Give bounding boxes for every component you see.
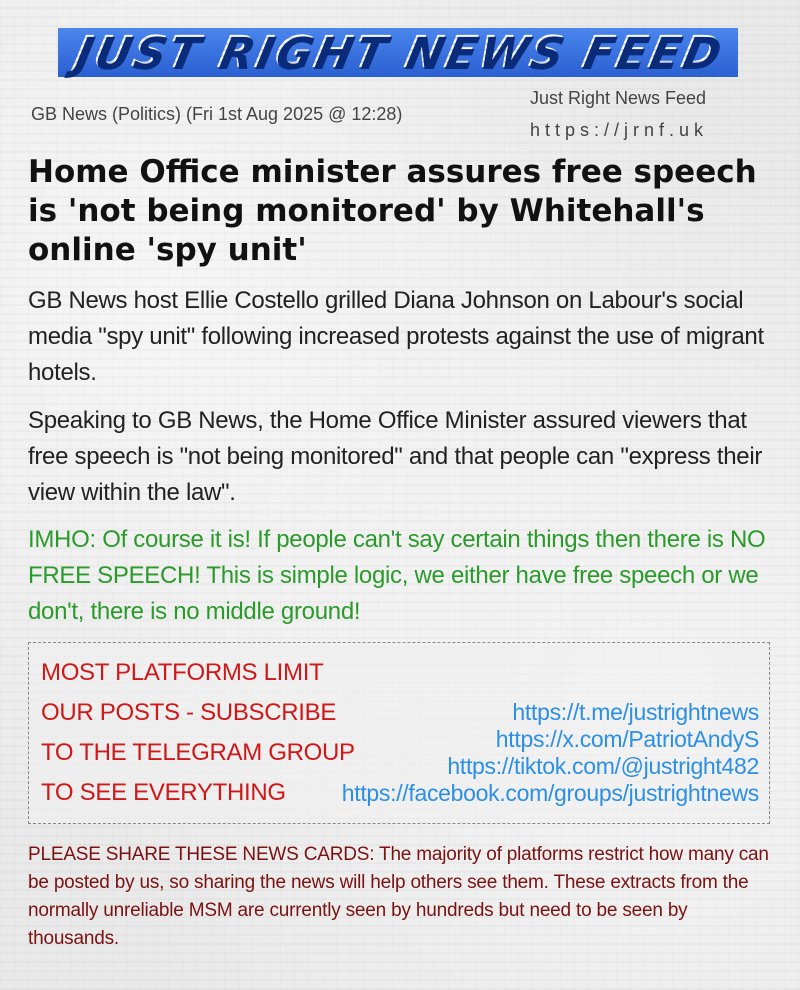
facebook-link[interactable]: https://facebook.com/groups/justrightnews <box>341 780 759 806</box>
tiktok-link[interactable]: https://tiktok.com/@justright482 <box>447 753 759 779</box>
article-paragraph: GB News host Ellie Costello grilled Diana Johnson on Labour's social media "spy unit" following increased protests against the use of migrant hotels. <box>28 287 764 386</box>
subscribe-promo-box <box>28 642 770 824</box>
site-banner <box>58 28 738 77</box>
article-headline: Home Office minister assures free speech is 'not being monitored' by Whitehall's online 'spy unit' <box>28 154 757 268</box>
brand-name: Just Right News Feed <box>530 88 707 108</box>
promo-line: TO THE TELEGRAM GROUP <box>41 739 355 766</box>
promo-line: TO SEE EVERYTHING <box>41 779 286 806</box>
telegram-link[interactable]: https://t.me/justrightnews <box>512 699 759 725</box>
article-source: GB News (Politics) (Fri 1st Aug 2025 @ 12:28) <box>31 104 403 124</box>
share-notice: PLEASE SHARE THESE NEWS CARDS: The majority of platforms restrict how many can be posted by us, so sharing the news will help others see them. These extracts from the normally unreliable MSM are currently seen by hundreds but need to be seen by thousands. <box>28 844 769 949</box>
opinion-paragraph: IMHO: Of course it is! If people can't say certain things then there is NO FREE SPEECH! This is simple logic, we either have free speech or we don't, there is no middle ground! <box>28 526 766 625</box>
social-links <box>342 699 759 807</box>
article-paragraph: Speaking to GB News, the Home Office Minister assured viewers that free speech is "not being monitored" and that people can "express their view within the law". <box>28 407 763 506</box>
x-link[interactable]: https://x.com/PatriotAndyS <box>495 726 759 752</box>
banner-title: JUST RIGHT NEWS FEED <box>69 27 727 78</box>
site-url: https://jrnf.uk <box>530 120 709 140</box>
promo-line: OUR POSTS - SUBSCRIBE <box>41 699 337 726</box>
promo-line: MOST PLATFORMS LIMIT <box>41 659 324 686</box>
